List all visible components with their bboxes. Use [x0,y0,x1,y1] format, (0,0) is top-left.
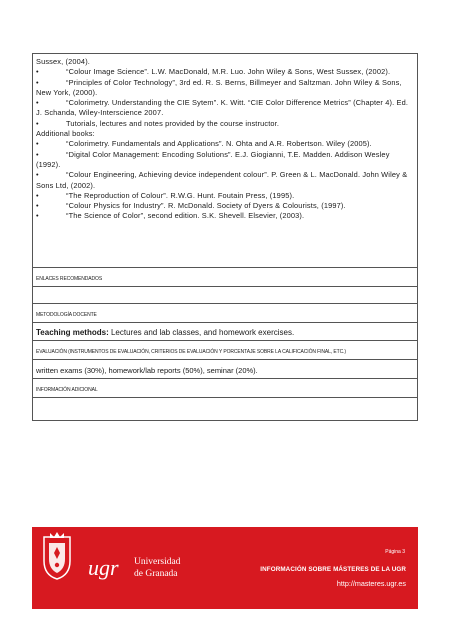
reference-item [36,191,414,201]
university-line-2: de Granada [134,569,178,579]
reference-text [36,57,414,67]
section-row [33,267,417,282]
section-row [33,322,417,337]
empty-row [33,286,417,287]
reference-text: “The Science of Color”, second edition. S.K. Shevell. Elsevier, (2003). [66,211,305,221]
university-name [134,556,180,580]
section-row [33,359,417,375]
reference-text: “Colorimetry. Fundamentals and Applications”. N. Ohta and A.R. Robertson. Wiley (2005). [66,139,372,149]
bullet-icon: • [36,98,39,108]
bullet-icon: • [36,190,39,200]
evaluacion-heading: EVALUACIÓN (INSTRUMENTOS DE EVALUACIÓN, CRITERIOS DE EVALUACIÓN Y PORCENTAJE SOBRE LA CALIFICACIÓN FINAL, ETC.) [36,349,346,355]
bullet-icon: • [36,118,39,128]
bullet-icon: • [36,149,39,159]
bullet-icon: • [36,211,39,221]
section-row [33,378,417,393]
page-number: Página 3 [385,549,405,555]
bibliography-list [36,57,414,222]
reference-text: “The Reproduction of Colour”. R.W.G. Hunt. Foutain Press, (1995). [66,190,295,200]
teaching-methods-value: Lectures and lab classes, and homework exercises. [108,328,295,337]
reference-item [36,67,414,77]
ugr-text: ugr [88,555,119,580]
enlaces-heading: ENLACES RECOMENDADOS [36,276,103,282]
reference-item [36,201,414,211]
ugr-crest-icon [36,531,78,583]
bullet-icon: • [36,170,39,180]
reference-text [36,129,414,139]
reference-text: “Principles of Color Technology”, 3rd ed. R. S. Berns, Billmeyer and Saltzman. John Wiley & Sons, New York, (2000). [36,77,404,97]
university-line-1: Universidad [134,557,181,567]
bullet-icon: • [36,67,39,77]
reference-text: “Colour Image Science”. L.W. MacDonald, M.R. Luo. John Wiley & Sons, West Sussex, (2002). [66,67,391,77]
footer-banner [32,527,418,609]
reference-item [36,119,414,129]
empty-row [33,397,417,398]
evaluacion-text: written exams (30%), homework/lab reports (50%), seminar (20%). [36,366,258,375]
reference-text: Sussex, (2004). [36,57,91,66]
reference-text: “Digital Color Management: Encoding Solutions”. E.J. Giogianni, T.E. Madden. Addison Wesley (1992). [36,149,392,169]
reference-item [36,170,414,191]
teaching-methods-label: Teaching methods: [36,328,109,337]
reference-item [36,211,414,221]
section-row [33,303,417,318]
bullet-icon: • [36,77,39,87]
bullet-icon: • [36,139,39,149]
reference-item [36,98,414,119]
reference-text: Tutorials, lectures and notes provided by the course instructor. [66,118,280,128]
bullet-icon: • [36,201,39,211]
ugr-wordmark [88,555,119,581]
masters-url-link[interactable]: http://masteres.ugr.es [336,579,406,588]
reference-item [36,139,414,149]
teaching-methods-text [36,328,294,337]
reference-text: “Colour Engineering, Achieving device independent colour”. P. Green & L. MacDonald. John Wiley & Sons Ltd, (2002). [36,170,410,190]
reference-text: “Colorimetry. Understanding the CIE Sytem”. K. Witt. “CIE Color Difference Metrics” (Chapter 4). Ed. J. Schanda, Wiley-Interscience 2007. [36,98,411,118]
reference-text: “Colour Physics for Industry”. R. McDonald. Society of Dyers & Colourists, (1997). [66,201,346,211]
reference-text: Additional books: [36,129,95,139]
guide-table [32,53,418,421]
info-adicional-heading: INFORMACIÓN ADICIONAL [36,387,98,393]
reference-item [36,150,414,171]
metodologia-heading: METODOLOGÍA DOCENTE [36,312,97,318]
reference-item [36,78,414,99]
section-row [33,340,417,355]
masters-info-title: INFORMACIÓN SOBRE MÁSTERES DE LA UGR [260,566,406,573]
